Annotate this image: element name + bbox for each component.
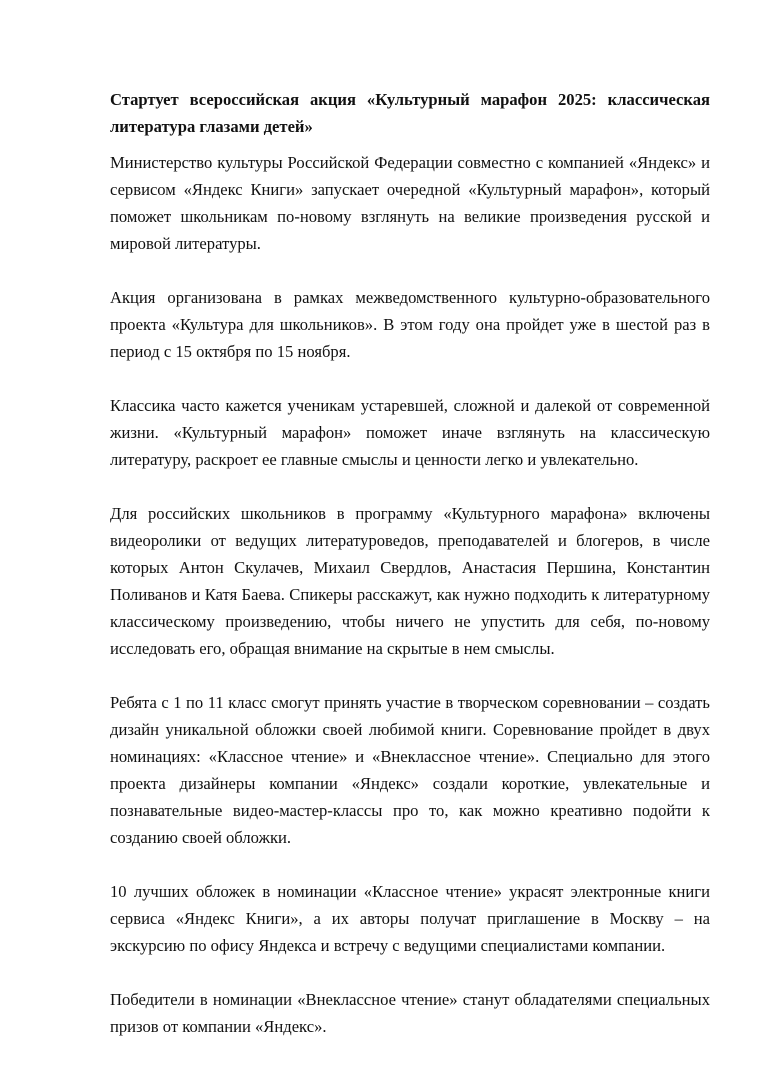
paragraph-winners-extracurricular: Победители в номинации «Внеклассное чтение» станут обладателями специальных призов от компании «Яндекс». <box>110 990 710 1036</box>
paragraph-classics: Классика часто кажется ученикам устаревшей, сложной и далекой от современной жизни. «Культурный марафон» поможет иначе взглянуть на классическую литературу, раскроет ее главные смыслы и ценности легко и увлекательно. <box>110 396 710 469</box>
paragraph-speakers: Для российских школьников в программу «Культурного марафона» включены видеоролики от ведущих литературоведов, преподавателей и блогеров, в числе которых Антон Скулачев, Михаил Свердлов, Анастасия Першина, Константин Поливанов и Катя Баева. Спикеры расскажут, как нужно подходить к литературному классическому произведению, чтобы ничего не упустить для себя, по-новому исследовать его, обращая внимание на скрытые в нем смыслы. <box>110 504 710 658</box>
paragraph-competition: Ребята с 1 по 11 класс смогут принять участие в творческом соревновании – создать дизайн уникальной обложки своей любимой книги. Соревнование пройдет в двух номинациях: «Классное чтение» и «Внеклассное чтение». Специально для этого проекта дизайнеры компании «Яндекс» создали короткие, увлекательные и познавательные видео-мастер-классы про то, как можно креативно подойти к созданию своей обложки. <box>110 693 710 847</box>
paragraph-organization: Акция организована в рамках межведомственного культурно-образовательного проекта «Культура для школьников». В этом году она пройдет уже в шестой раз в период с 15 октября по 15 ноября. <box>110 288 710 361</box>
document-page <box>110 86 710 1067</box>
document-title: Стартует всероссийская акция «Культурный марафон 2025: классическая литература глазами детей» <box>110 90 710 136</box>
paragraph-intro: Министерство культуры Российской Федерации совместно с компанией «Яндекс» и сервисом «Яндекс Книги» запускает очередной «Культурный марафон», который поможет школьникам по-новому взглянуть на великие произведения русской и мировой литературы. <box>110 153 710 253</box>
paragraph-winners-class-reading: 10 лучших обложек в номинации «Классное чтение» украсят электронные книги сервиса «Яндекс Книги», а их авторы получат приглашение в Москву – на экскурсию по офису Яндекса и встречу с ведущими специалистами компании. <box>110 882 710 955</box>
